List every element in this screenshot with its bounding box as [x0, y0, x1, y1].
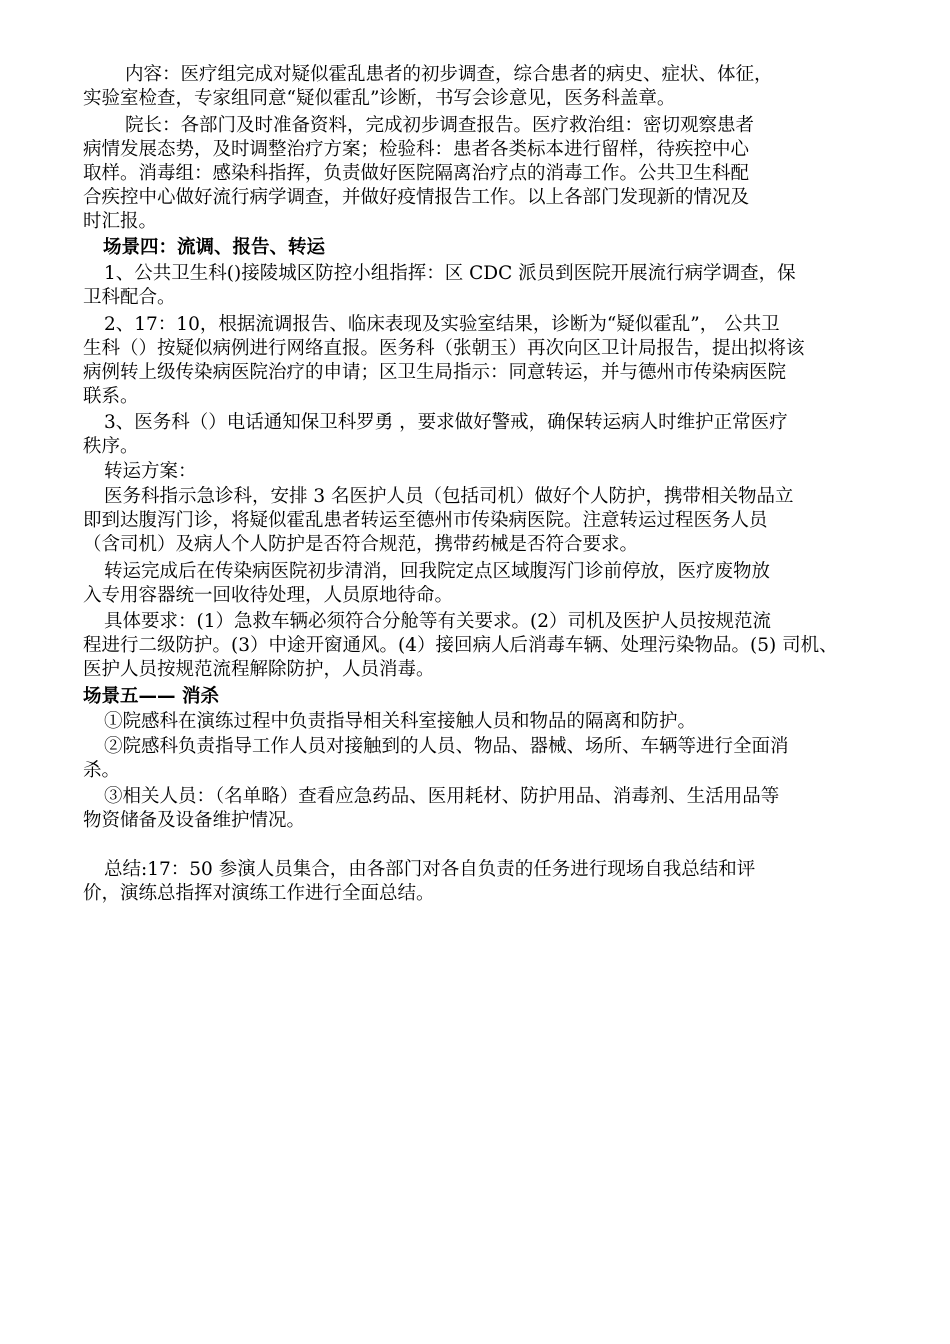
- intro-paragraph-2: [83, 114, 754, 234]
- scene4-item-1: [83, 262, 796, 310]
- text-line: 物资储备及设备维护情况。: [83, 810, 306, 831]
- text-line: 3、医务科（）电话通知保卫科罗勇 ，要求做好警戒，确保转运病人时维护正常医疗: [104, 412, 788, 433]
- text-line: 内容：医疗组完成对疑似霍乱患者的初步调查，综合患者的病史、症状、体征，: [125, 64, 773, 85]
- scene5-item-1: [83, 710, 696, 734]
- text-line: ②院感科负责指导工作人员对接触到的人员、物品、器械、场所、车辆等进行全面消: [104, 736, 789, 757]
- text-line: ③相关人员：（名单略）查看应急药品、医用耗材、防护用品、消毒剂、生活用品等: [104, 786, 780, 807]
- text-line: 1、公共卫生科()接陵城区防控小组指挥：区 CDC 派员到医院开展流行病学调查，保: [104, 263, 796, 284]
- scene5-item-3: [83, 785, 779, 833]
- text-line: 秩序。: [83, 436, 139, 457]
- text-line: 院长：各部门及时准备资料，完成初步调查报告。医疗救治组：密切观察患者: [125, 115, 755, 136]
- text-line: 总结:17：50 参演人员集合，由各部门对各自负责的任务进行现场自我总结和评: [104, 859, 756, 880]
- text-line: 杀。: [83, 760, 121, 781]
- scene5-item-2: [83, 735, 789, 783]
- text-line: 程进行二级防护。(3）中途开窗通风。(4）接回病人后消毒车辆、处理污染物品。(5) 司机、: [83, 635, 838, 656]
- plan-title: 转运方案：: [104, 461, 197, 482]
- plan-paragraph-1: [83, 485, 794, 557]
- text-line: 价，演练总指挥对演练工作进行全面总结。: [83, 883, 435, 904]
- text-line: 时汇报。: [83, 211, 158, 232]
- text-line: 转运完成后在传染病医院初步清消，回我院定点区域腹泻门诊前停放，医疗废物放: [104, 561, 771, 582]
- text-line: （含司机）及病人个人防护是否符合规范，携带药械是否符合要求。: [83, 534, 639, 555]
- text-line: 医务科指示急诊科，安排 3 名医护人员（包括司机）做好个人防护，携带相关物品立: [104, 486, 794, 507]
- text-line: 入专用容器统一回收待处理，人员原地待命。: [83, 585, 454, 606]
- text-line: 2、17：10，根据流调报告、临床表现及实验室结果，诊断为“疑似霍乱”， 公共卫: [104, 314, 780, 335]
- text-line: 卫科配合。: [83, 287, 176, 308]
- text-line: 病例转上级传染病医院治疗的申请；区卫生局指示：同意转运，并与德州市传染病医院: [83, 362, 787, 383]
- summary-paragraph: [83, 858, 755, 906]
- text-line: 医护人员按规范流程解除防护，人员消毒。: [83, 659, 435, 680]
- intro-paragraph-1: [83, 63, 773, 111]
- text-line: 合疾控中心做好流行病学调查，并做好疫情报告工作。以上各部门发现新的情况及: [83, 187, 750, 208]
- text-line: 实验室检查，专家组同意“疑似霍乱”诊断，书写会诊意见，医务科盖章。: [83, 88, 676, 109]
- plan-paragraph-3: [83, 610, 838, 682]
- text-line: ①院感科在演练过程中负责指导相关科室接触人员和物品的隔离和防护。: [104, 711, 697, 732]
- text-line: 具体要求：(1）急救车辆必须符合分舱等有关要求。(2）司机及医护人员按规范流: [104, 611, 771, 632]
- scene4-heading: 场景四：流调、报告、转运: [103, 237, 326, 258]
- text-line: 取样。消毒组：感染科指挥，负责做好医院隔离治疗点的消毒工作。公共卫生科配: [83, 163, 750, 184]
- scene4-item-3: [83, 411, 788, 459]
- text-line: 联系。: [83, 386, 139, 407]
- text-line: 病情发展态势，及时调整治疗方案；检验科：患者各类标本进行留样，待疾控中心: [83, 139, 750, 160]
- scene5-heading: 场景五—— 消杀: [83, 686, 219, 707]
- plan-paragraph-2: [83, 560, 770, 608]
- text-line: 生科（）按疑似病例进行网络直报。医务科（张朝玉）再次向区卫计局报告，提出拟将该: [83, 338, 805, 359]
- scene4-item-2: [83, 313, 805, 409]
- text-line: 即到达腹泻门诊，将疑似霍乱患者转运至德州市传染病医院。注意转运过程医务人员: [83, 510, 768, 531]
